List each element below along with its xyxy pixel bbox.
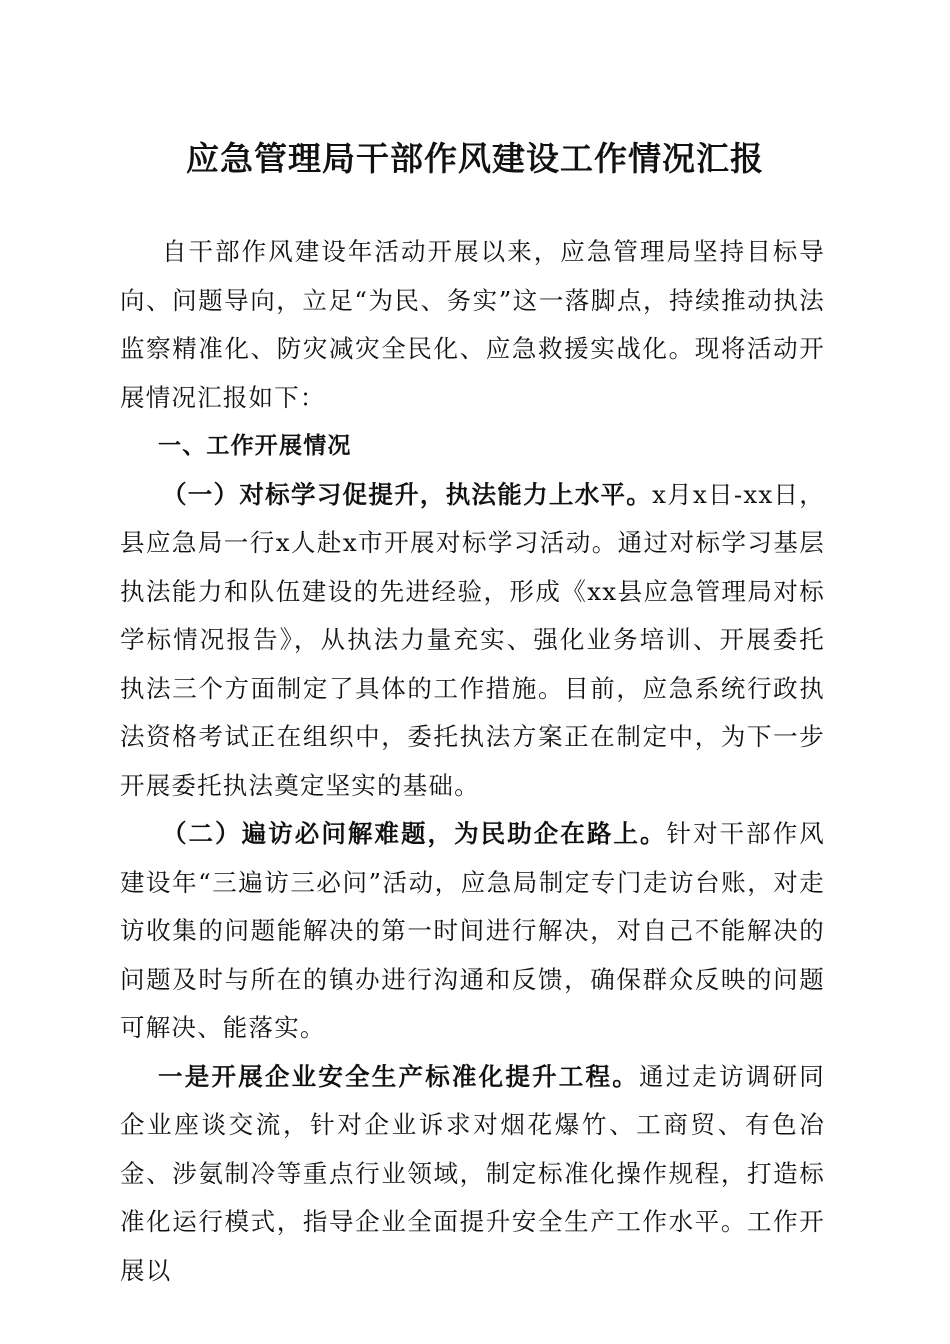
item-3-paragraph	[120, 1053, 825, 1296]
item-1-lead: （一）对标学习促提升，执法能力上水平。	[162, 479, 653, 509]
section-heading: 一、工作开展情况	[158, 433, 352, 459]
item-2-paragraph	[120, 810, 825, 1053]
document-title: 应急管理局干部作风建设工作情况汇报	[186, 139, 764, 178]
item-1-text: x月x日-xx日，县应急局一行x人赴x市开展对标学习活动。通过对标学习基层执法能力和队伍建设的先进经验，形成《xx县应急管理局对标学标情况报告》，从执法力量充实、强化业务培训、开展委托执法三个方面制定了具体的工作措施。目前，应急系统行政执法资格考试正在组织中，委托执法方案正在制定中，为下一步开展委托执法奠定坚实的基础。	[120, 479, 825, 800]
item-3-text: 通过走访调研同企业座谈交流，针对企业诉求对烟花爆竹、工商贸、有色冶金、涉氨制冷等重点行业领域，制定标准化操作规程，打造标准化运行模式，指导企业全面提升安全生产工作水平。工作开展以	[120, 1061, 825, 1285]
document-body	[120, 228, 825, 1295]
item-3-lead: 一是开展企业安全生产标准化提升工程。	[158, 1061, 639, 1091]
item-2-text: 针对干部作风建设年“三遍访三必问”活动，应急局制定专门走访台账，对走访收集的问题能解决的第一时间进行解决，对自己不能解决的问题及时与所在的镇办进行沟通和反馈，确保群众反映的问题可解决、能落实。	[120, 819, 825, 1042]
item-2-lead: （二）遍访必问解难题，为民助企在路上。	[162, 819, 667, 848]
item-1-paragraph	[120, 471, 825, 811]
intro-paragraph: 自干部作风建设年活动开展以来，应急管理局坚持目标导向、问题导向，立足“为民、务实”这一落脚点，持续推动执法监察精准化、防灾减灾全民化、应急救援实战化。现将活动开展情况汇报如下：	[120, 237, 825, 412]
